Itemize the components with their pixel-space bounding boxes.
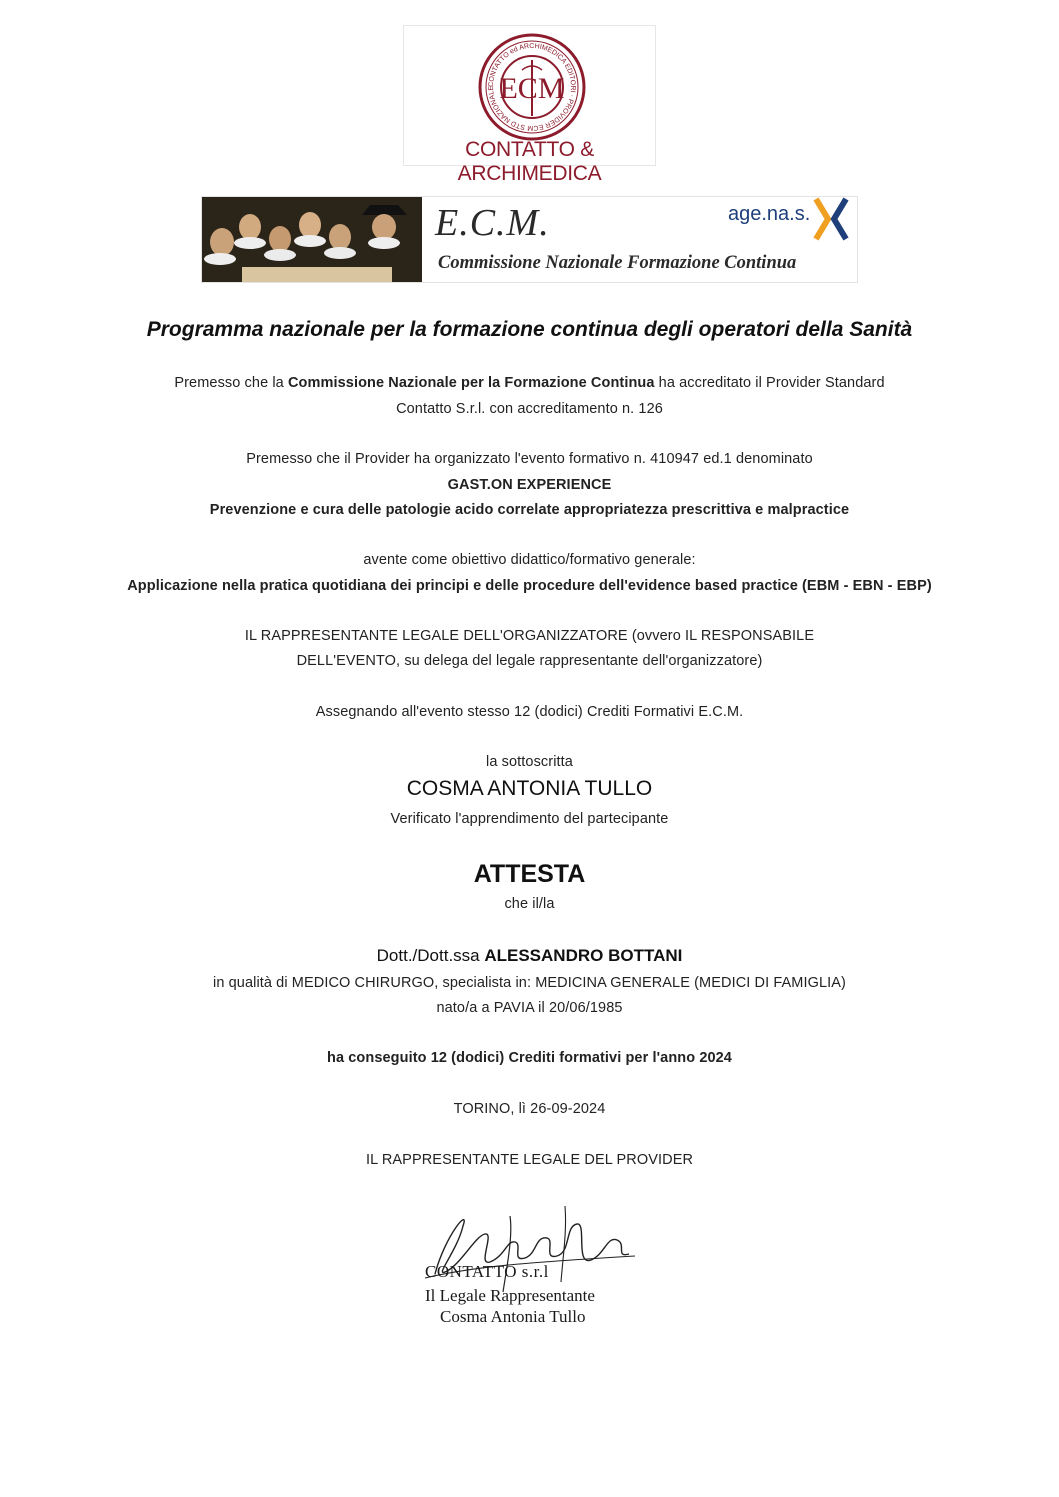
commission-name: Commissione Nazionale per la Formazione Continua <box>287 375 655 391</box>
participant-name: ALESSANDRO BOTTANI <box>484 946 683 965</box>
provider-rep: IL RAPPRESENTANTE LEGALE DEL PROVIDER <box>365 1152 694 1168</box>
svg-text:ECM: ECM <box>499 72 565 105</box>
organizer-line2: DELL'EVENTO, su delega del legale rappresentante dell'organizzatore) <box>296 653 763 669</box>
para1-line2: Contatto S.r.l. con accreditamento n. 126 <box>396 401 663 417</box>
contatto-archimedica-logo <box>403 25 656 185</box>
stamp-company: CONTATTO s.r.l <box>425 1262 549 1281</box>
participant-line: Dott./Dott.ssa ALESSANDRO BOTTANI <box>376 946 683 965</box>
signer-intro: la sottoscritta <box>486 754 573 770</box>
event-subtitle: Prevenzione e cura delle patologie acido correlate appropriatezza prescrittiva e malpractice <box>209 502 850 518</box>
stamp-role: Il Legale Rappresentante <box>425 1286 595 1305</box>
anatomy-lesson-painting-icon <box>202 197 422 283</box>
svg-text:CONTATTO ed ARCHIMEDICA EDITOR: CONTATTO ed ARCHIMEDICA EDITORI · PROVIDER ECM STD NAZIONALE <box>487 42 577 132</box>
participant-birth: nato/a a PAVIA il 20/06/1985 <box>436 1000 623 1016</box>
stamp-name: Cosma Antonia Tullo <box>440 1307 586 1326</box>
agenas-logo-text: age.na.s. <box>728 203 811 225</box>
objective-text: Applicazione nella pratica quotidiana dei principi e delle procedure dell'evidence based practice (EBM - EBN - EBP) <box>127 578 932 594</box>
attesta-heading: ATTESTA <box>473 860 586 888</box>
banner-subtitle: Commissione Nazionale Formazione Continua <box>438 253 797 273</box>
ecm-banner <box>201 196 858 283</box>
event-name: GAST.ON EXPERIENCE <box>447 477 612 493</box>
achievement: ha conseguito 12 (dodici) Crediti formativi per l'anno 2024 <box>327 1050 732 1066</box>
che-il-la: che il/la <box>504 896 555 912</box>
banner-title: E.C.M. <box>435 202 550 244</box>
page-title: Programma nazionale per la formazione continua degli operatori della Sanità <box>146 318 913 341</box>
participant-role: in qualità di MEDICO CHIRURGO, specialista in: MEDICINA GENERALE (MEDICI DI FAMIGLIA) <box>213 975 846 991</box>
para1-line1: Premesso che la Commissione Nazionale per la Formazione Continua ha accreditato il Provider Standard <box>174 375 885 391</box>
para2-line1: Premesso che il Provider ha organizzato l'evento formativo n. 410947 ed.1 denominato <box>246 451 813 467</box>
agenas-mark-icon <box>806 197 858 241</box>
ecm-seal-icon <box>477 32 587 142</box>
signer-verified: Verificato l'apprendimento del partecipante <box>390 811 669 827</box>
logo-brand-text: CONTATTO & ARCHIMEDICA <box>457 138 602 185</box>
signer-name: COSMA ANTONIA TULLO <box>406 777 653 800</box>
organizer-line1: IL RAPPRESENTANTE LEGALE DELL'ORGANIZZATORE (ovvero IL RESPONSABILE <box>244 628 815 644</box>
objective-intro: avente come obiettivo didattico/formativo generale: <box>363 552 696 568</box>
place-date: TORINO, lì 26-09-2024 <box>453 1101 606 1117</box>
credits-assign: Assegnando all'evento stesso 12 (dodici) Crediti Formativi E.C.M. <box>315 704 744 720</box>
